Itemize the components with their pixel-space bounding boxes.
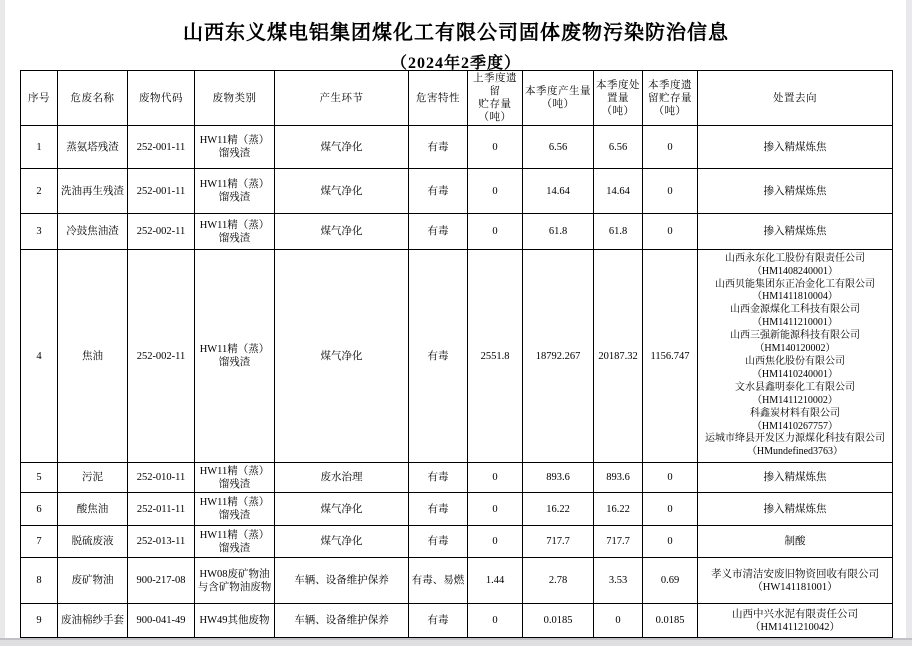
- page-title: 山西东义煤电铝集团煤化工有限公司固体废物污染防治信息: [183, 22, 729, 44]
- table-cell: 893.6: [523, 463, 594, 493]
- table-cell: 有毒: [409, 169, 468, 214]
- table-cell: 0: [468, 126, 523, 169]
- table-cell: 0: [468, 214, 523, 250]
- table-cell: 18792.267: [523, 250, 594, 463]
- table-cell: 有毒: [409, 604, 468, 638]
- table-cell: 孝义市清洁安废旧物资回收有限公司 （HW141181001）: [698, 558, 893, 604]
- table-cell: HW49其他废物: [195, 604, 275, 638]
- table-cell: 252-002-11: [128, 250, 195, 463]
- table-cell: HW11精（蒸）馏残渣: [195, 126, 275, 169]
- table-cell: 252-013-11: [128, 526, 195, 558]
- table-cell: 2: [21, 169, 58, 214]
- column-header: 处置去向: [698, 71, 893, 126]
- table-cell: 冷鼓焦油渣: [58, 214, 128, 250]
- table-cell: 有毒: [409, 250, 468, 463]
- table-cell: 8: [21, 558, 58, 604]
- table-cell: 有毒: [409, 493, 468, 526]
- title-block: [0, 16, 912, 73]
- table-cell: 6: [21, 493, 58, 526]
- column-header: 危废名称: [58, 71, 128, 126]
- page-edge-bottom: [0, 638, 912, 646]
- table-row: [21, 214, 893, 250]
- table-cell: 252-002-11: [128, 214, 195, 250]
- table-cell: 4: [21, 250, 58, 463]
- page-edge-right: [906, 0, 912, 646]
- table-cell: 废矿物油: [58, 558, 128, 604]
- table-row: [21, 463, 893, 493]
- column-header: 本季度遗 留贮存量 （吨）: [643, 71, 698, 126]
- table-cell: 9: [21, 604, 58, 638]
- table-cell: 1: [21, 126, 58, 169]
- table-cell: 煤气净化: [275, 250, 409, 463]
- table-row: [21, 250, 893, 463]
- table-cell: HW11精（蒸）馏残渣: [195, 493, 275, 526]
- column-header: 废物类别: [195, 71, 275, 126]
- table-row: [21, 526, 893, 558]
- table-cell: 制酸: [698, 526, 893, 558]
- table-cell: 0: [468, 604, 523, 638]
- table-cell: 有毒: [409, 463, 468, 493]
- table-cell: 有毒、易燃: [409, 558, 468, 604]
- table-cell: 252-001-11: [128, 126, 195, 169]
- table-cell: 61.8: [523, 214, 594, 250]
- table-cell: 2551.8: [468, 250, 523, 463]
- table-cell: 煤气净化: [275, 493, 409, 526]
- table-cell: 900-041-49: [128, 604, 195, 638]
- table-cell: 717.7: [523, 526, 594, 558]
- table-cell: 3: [21, 214, 58, 250]
- table-cell: 掺入精煤炼焦: [698, 126, 893, 169]
- table-cell: 蒸氨塔残渣: [58, 126, 128, 169]
- table-cell: HW11精（蒸）馏残渣: [195, 214, 275, 250]
- table-cell: 污泥: [58, 463, 128, 493]
- table-cell: HW08废矿物油与含矿物油废物: [195, 558, 275, 604]
- table-cell: 5: [21, 463, 58, 493]
- column-header: 产生环节: [275, 71, 409, 126]
- waste-table: [20, 70, 893, 638]
- table-cell: 0: [643, 463, 698, 493]
- table-cell: 0: [643, 126, 698, 169]
- column-header: 上季度遗留 贮存量 （吨）: [468, 71, 523, 126]
- table-cell: 山西中兴水泥有限责任公司 （HM1411210042）: [698, 604, 893, 638]
- table-cell: 掺入精煤炼焦: [698, 493, 893, 526]
- table-cell: 0: [643, 493, 698, 526]
- table-cell: 0: [468, 526, 523, 558]
- table-cell: 7: [21, 526, 58, 558]
- table-cell: 0: [468, 493, 523, 526]
- table-cell: 洗油再生残渣: [58, 169, 128, 214]
- table-cell: 煤气净化: [275, 126, 409, 169]
- table-cell: 有毒: [409, 126, 468, 169]
- table-cell: 1.44: [468, 558, 523, 604]
- table-cell: 掺入精煤炼焦: [698, 169, 893, 214]
- table-row: [21, 493, 893, 526]
- table-cell: 0: [594, 604, 643, 638]
- table-cell: 煤气净化: [275, 169, 409, 214]
- table-cell: 252-011-11: [128, 493, 195, 526]
- table-cell: 车辆、设备维护保养: [275, 604, 409, 638]
- table-cell: 废油棉纱手套: [58, 604, 128, 638]
- table-cell: 有毒: [409, 526, 468, 558]
- table-cell: 车辆、设备维护保养: [275, 558, 409, 604]
- table-row: [21, 558, 893, 604]
- table-cell: 废水治理: [275, 463, 409, 493]
- table-cell: HW11精（蒸）馏残渣: [195, 526, 275, 558]
- table-cell: 酸焦油: [58, 493, 128, 526]
- table-cell: 16.22: [523, 493, 594, 526]
- table-cell: 252-001-11: [128, 169, 195, 214]
- table-cell: HW11精（蒸）馏残渣: [195, 169, 275, 214]
- column-header: 废物代码: [128, 71, 195, 126]
- table-cell: 掺入精煤炼焦: [698, 214, 893, 250]
- table-cell: 893.6: [594, 463, 643, 493]
- table-cell: 16.22: [594, 493, 643, 526]
- table-cell: 20187.32: [594, 250, 643, 463]
- table-row: [21, 126, 893, 169]
- table-cell: 717.7: [594, 526, 643, 558]
- table-cell: HW11精（蒸）馏残渣: [195, 250, 275, 463]
- table-cell: 14.64: [594, 169, 643, 214]
- table-cell: 3.53: [594, 558, 643, 604]
- header-row: [21, 71, 893, 126]
- table-cell: HW11精（蒸）馏残渣: [195, 463, 275, 493]
- column-header: 序号: [21, 71, 58, 126]
- table-cell: 0.0185: [523, 604, 594, 638]
- column-header: 本季度产生量 （吨）: [523, 71, 594, 126]
- table-cell: 0: [643, 214, 698, 250]
- table-cell: 0.69: [643, 558, 698, 604]
- table-cell: 0: [468, 463, 523, 493]
- column-header: 危害特性: [409, 71, 468, 126]
- table-cell: 焦油: [58, 250, 128, 463]
- column-header: 本季度处 置量 （吨）: [594, 71, 643, 126]
- table-cell: 252-010-11: [128, 463, 195, 493]
- table-cell: 900-217-08: [128, 558, 195, 604]
- table-cell: 0: [643, 169, 698, 214]
- table-row: [21, 604, 893, 638]
- table-cell: 6.56: [523, 126, 594, 169]
- table-cell: 掺入精煤炼焦: [698, 463, 893, 493]
- table-cell: 山西永东化工股份有限责任公司 （HM1408240001） 山西贝能集团东正冶金化工有限公司 （HM1411810004） 山西金源煤化工科技有限公司 （HM1411210001） 山西三强新能源科技有限公司 （HM140120002） 山西焦化股份有限公司 （HM1410240001） 文水县鑫明泰化工有限公司 （HM1411210002） 科鑫炭材料有限公司 （HM1410267757） 运城市绛县开发区力源煤化科技有限公司 （HMundefined3763）: [698, 250, 893, 463]
- table-cell: 0: [643, 526, 698, 558]
- table-cell: 61.8: [594, 214, 643, 250]
- page-edge-left: [0, 0, 5, 646]
- table-cell: 脱硫废液: [58, 526, 128, 558]
- table-cell: 煤气净化: [275, 526, 409, 558]
- table-cell: 有毒: [409, 214, 468, 250]
- table-cell: 煤气净化: [275, 214, 409, 250]
- table-cell: 0.0185: [643, 604, 698, 638]
- page-subtitle: （2024年2季度）: [390, 55, 521, 72]
- table-row: [21, 169, 893, 214]
- table-cell: 0: [468, 169, 523, 214]
- table-cell: 1156.747: [643, 250, 698, 463]
- table-cell: 6.56: [594, 126, 643, 169]
- table-cell: 2.78: [523, 558, 594, 604]
- table-cell: 14.64: [523, 169, 594, 214]
